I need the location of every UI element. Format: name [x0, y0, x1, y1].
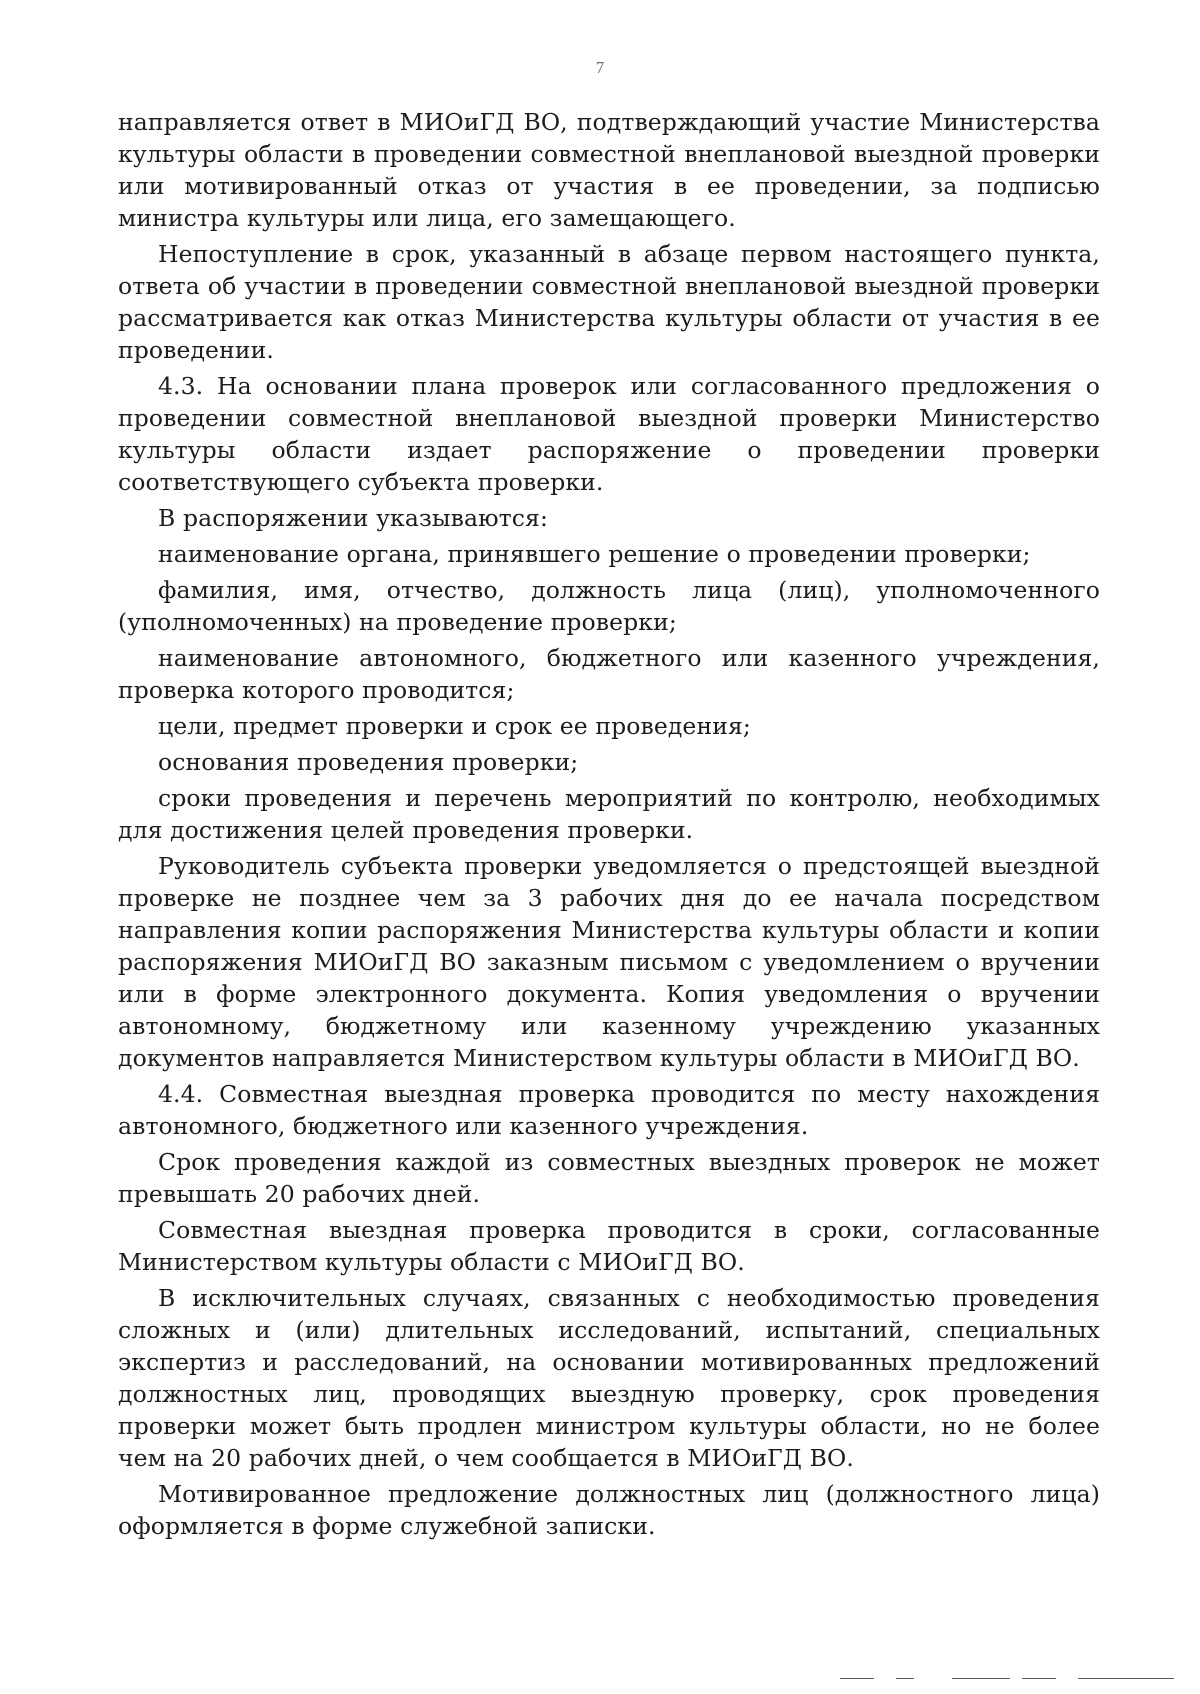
list-item-terms-measures: сроки проведения и перечень мероприятий по контролю, необходимых для достижения целей проведения проверки. — [118, 784, 1100, 844]
paragraph-continuation: направляется ответ в МИОиГД ВО, подтверждающий участие Министерства культуры области в проведении совместной внеплановой выездной проверки или мотивированный отказ от участия в ее проведении, за подписью министра культуры или лица, его замещающего. — [118, 108, 1100, 232]
list-item-inspector-names: фамилия, имя, отчество, должность лица (лиц), уполномоченного (уполномоченных) на проведение проверки; — [118, 576, 1100, 636]
document-body — [118, 106, 1100, 1542]
paragraph-memo-form: Мотивированное предложение должностных лиц (должностного лица) оформляется в форме служебной записки. — [118, 1480, 1100, 1540]
paragraph-head-notification: Руководитель субъекта проверки уведомляется о предстоящей выездной проверке не позднее чем за 3 рабочих дня до ее начала посредством направления копии распоряжения Министерства культуры области и копии распоряжения МИОиГД ВО заказным письмом с уведомлением о вручении или в форме электронного документа. Копия уведомления о вручении автономному, бюджетному или казенному учреждению указанных документов направляется Министерством культуры области в МИОиГД ВО. — [118, 852, 1100, 1072]
page-number: 7 — [595, 58, 605, 77]
clause-4-4: 4.4. Совместная выездная проверка проводится по месту нахождения автономного, бюджетного или казенного учреждения. — [118, 1080, 1100, 1140]
list-item-authority-name: наименование органа, принявшего решение о проведении проверки; — [158, 540, 1031, 568]
paragraph-agreed-terms: Совместная выездная проверка проводится в сроки, согласованные Министерством культуры области с МИОиГД ВО. — [118, 1216, 1100, 1276]
scan-artifact-lines — [840, 1676, 1200, 1682]
paragraph-non-receipt: Непоступление в срок, указанный в абзаце первом настоящего пункта, ответа об участии в проведении совместной внеплановой выездной проверки рассматривается как отказ Министерства культуры области от участия в ее проведении. — [118, 240, 1100, 364]
list-item-institution-name: наименование автономного, бюджетного или казенного учреждения, проверка которого проводится; — [118, 644, 1100, 704]
paragraph-exceptional-cases: В исключительных случаях, связанных с необходимостью проведения сложных и (или) длительных исследований, испытаний, специальных экспертиз и расследований, на основании мотивированных предложений должностных лиц, проводящих выездную проверку, срок проведения проверки может быть продлен министром культуры области, но не более чем на 20 рабочих дней, о чем сообщается в МИОиГД ВО. — [118, 1284, 1100, 1472]
list-item-grounds: основания проведения проверки; — [158, 748, 579, 776]
clause-4-3: 4.3. На основании плана проверок или согласованного предложения о проведении совместной внеплановой выездной проверки Министерство культуры области издает распоряжение о проведении проверки соответствующего субъекта проверки. — [118, 372, 1100, 496]
paragraph-inspection-duration: Срок проведения каждой из совместных выездных проверок не может превышать 20 рабочих дней. — [118, 1148, 1100, 1208]
paragraph-order-contents-intro: В распоряжении указываются: — [158, 504, 548, 532]
list-item-goals-subject: цели, предмет проверки и срок ее проведения; — [158, 712, 751, 740]
